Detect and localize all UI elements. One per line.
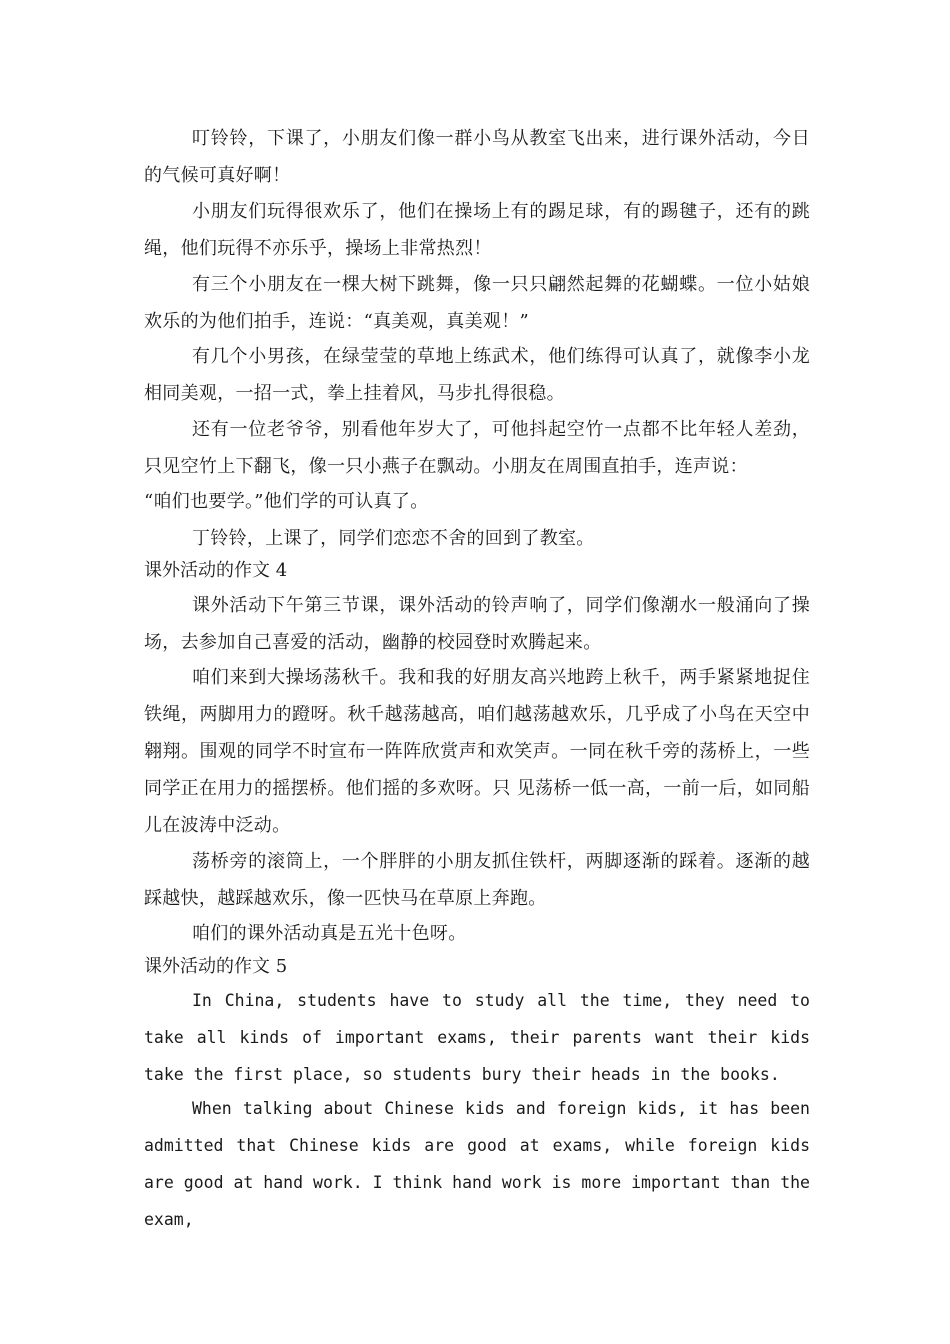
section-heading: 课外活动的作文 4 [144,560,288,581]
paragraph: 荡桥旁的滚筒上，一个胖胖的小朋友抓住铁杆，两脚逐渐的踩着。逐渐的越踩越快，越踩越欢乐，像一匹快马在草原上奔跑。 [144,851,810,909]
paragraph: 有几个小男孩，在绿莹莹的草地上练武术，他们练得可认真了，就像李小龙相同美观，一招一式，拳上挂着风，马步扎得很稳。 [144,346,810,404]
paragraph: When talking about Chinese kids and foreign kids, it has been admitted that Chinese kids are good at exams, while foreign kids are good at hand work. I think hand work is more important than the exam, [144,1099,810,1229]
paragraph: 叮铃铃，下课了，小朋友们像一群小鸟从教室飞出来，进行课外活动，今日的气候可真好啊！ [144,128,810,186]
paragraph: “咱们也要学。”他们学的可认真了。 [144,491,429,512]
paragraph: 咱们的课外活动真是五光十色呀。 [192,923,467,944]
paragraph: 咱们来到大操场荡秋千。我和我的好朋友高兴地跨上秋千，两手紧紧地捉住铁绳，两脚用力的蹬呀。秋千越荡越高，咱们越荡越欢乐，几乎成了小鸟在天空中翱翔。围观的同学不时宣布一阵阵欣赏声和欢笑声。一同在秋千旁的荡桥上，一些同学正在用力的摇摆桥。他们摇的多欢呀。只 见荡桥一低一高，一前一后，如同船儿在波涛中泛动。 [144,667,810,836]
paragraph: 还有一位老爷爷，别看他年岁大了，可他抖起空竹一点都不比年轻人差劲，只见空竹上下翻飞，像一只小燕子在飘动。小朋友在周围直拍手，连声说： [144,419,810,477]
paragraph: 小朋友们玩得很欢乐了，他们在操场上有的踢足球，有的踢毽子，还有的跳绳，他们玩得不亦乐乎，操场上非常热烈！ [144,201,810,259]
paragraph: In China, students have to study all the time, they need to take all kinds of important exams, their parents want their kids take the first place, so students bury their heads in the books. [144,991,810,1084]
paragraph: 丁铃铃，上课了，同学们恋恋不舍的回到了教室。 [192,528,595,549]
paragraph: 课外活动下午第三节课，课外活动的铃声响了，同学们像潮水一般涌向了操场，去参加自己喜爱的活动，幽静的校园登时欢腾起来。 [144,595,810,653]
paragraph: 有三个小朋友在一棵大树下跳舞，像一只只翩然起舞的花蝴蝶。一位小姑娘欢乐的为他们拍手，连说：“真美观，真美观！” [144,274,810,332]
section-heading: 课外活动的作文 5 [144,956,288,977]
